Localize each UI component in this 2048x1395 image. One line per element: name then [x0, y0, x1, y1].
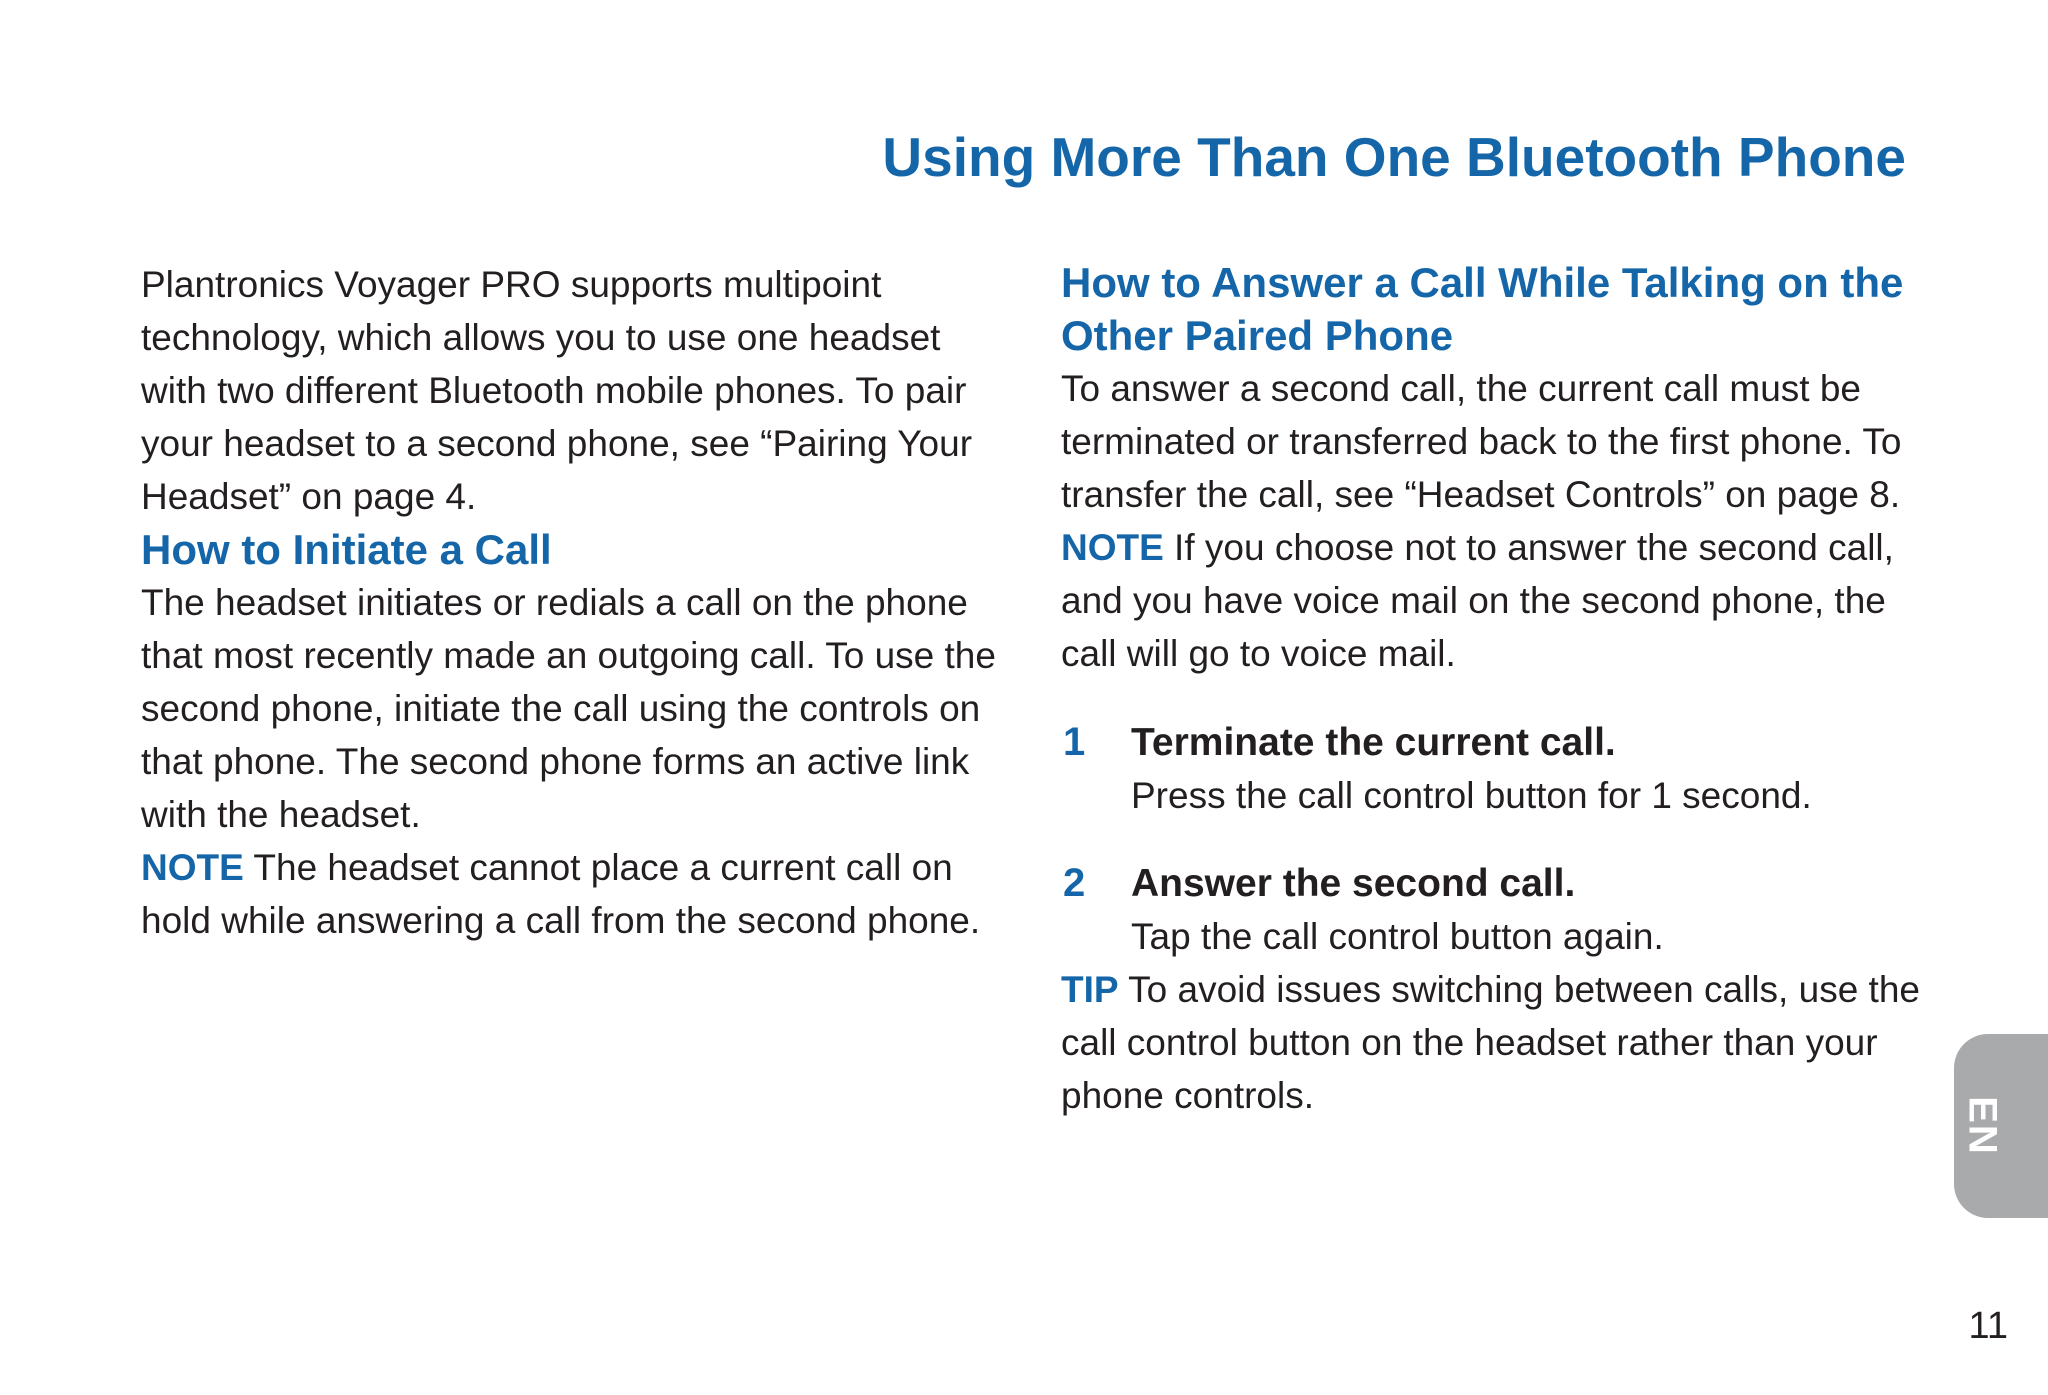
language-tab [1954, 1034, 2048, 1218]
steps-list [1061, 716, 1921, 963]
right-column [1061, 256, 1921, 1122]
step-title: Terminate the current call. [1131, 721, 1616, 764]
page-number: 11 [1968, 1305, 2008, 1347]
initiate-call-note [141, 841, 1001, 947]
step-item [1061, 716, 1921, 822]
left-column [141, 258, 1001, 947]
language-tab-label: EN [1960, 1096, 2005, 1156]
answer-call-note [1061, 521, 1921, 680]
initiate-call-heading: How to Initiate a Call [141, 526, 552, 573]
intro-paragraph: Plantronics Voyager PRO supports multipoint technology, which allows you to use one headset with two different Bluetooth mobile phones. To pair your headset to a second phone, see “Pairing Your Headset” on page 4. [141, 264, 973, 517]
note-label: NOTE [1061, 527, 1164, 568]
step-number: 1 [1063, 720, 1086, 764]
step-description: Press the call control button for 1 second. [1131, 775, 1812, 816]
answer-call-heading: How to Answer a Call While Talking on the Other Paired Phone [1061, 259, 1904, 359]
tip-label: TIP [1061, 969, 1119, 1010]
step-title: Answer the second call. [1131, 862, 1576, 905]
tip-paragraph [1061, 963, 1921, 1122]
answer-call-body: To answer a second call, the current call must be terminated or transferred back to the first phone. To transfer the call, see “Headset Controls” on page 8. [1061, 368, 1902, 515]
initiate-call-body: The headset initiates or redials a call on the phone that most recently made an outgoing call. To use the second phone, initiate the call using the controls on that phone. The second phone forms an active link with the headset. [141, 582, 996, 835]
note-label: NOTE [141, 847, 244, 888]
step-number: 2 [1063, 861, 1086, 905]
page-title: Using More Than One Bluetooth Phone [882, 126, 1906, 188]
tip-text: To avoid issues switching between calls, use the call control button on the headset rather than your phone controls. [1061, 969, 1920, 1116]
note-text: The headset cannot place a current call on hold while answering a call from the second phone. [141, 847, 981, 941]
step-item [1061, 857, 1921, 963]
step-description: Tap the call control button again. [1131, 916, 1664, 957]
note-text: If you choose not to answer the second call, and you have voice mail on the second phone, the call will go to voice mail. [1061, 527, 1894, 674]
